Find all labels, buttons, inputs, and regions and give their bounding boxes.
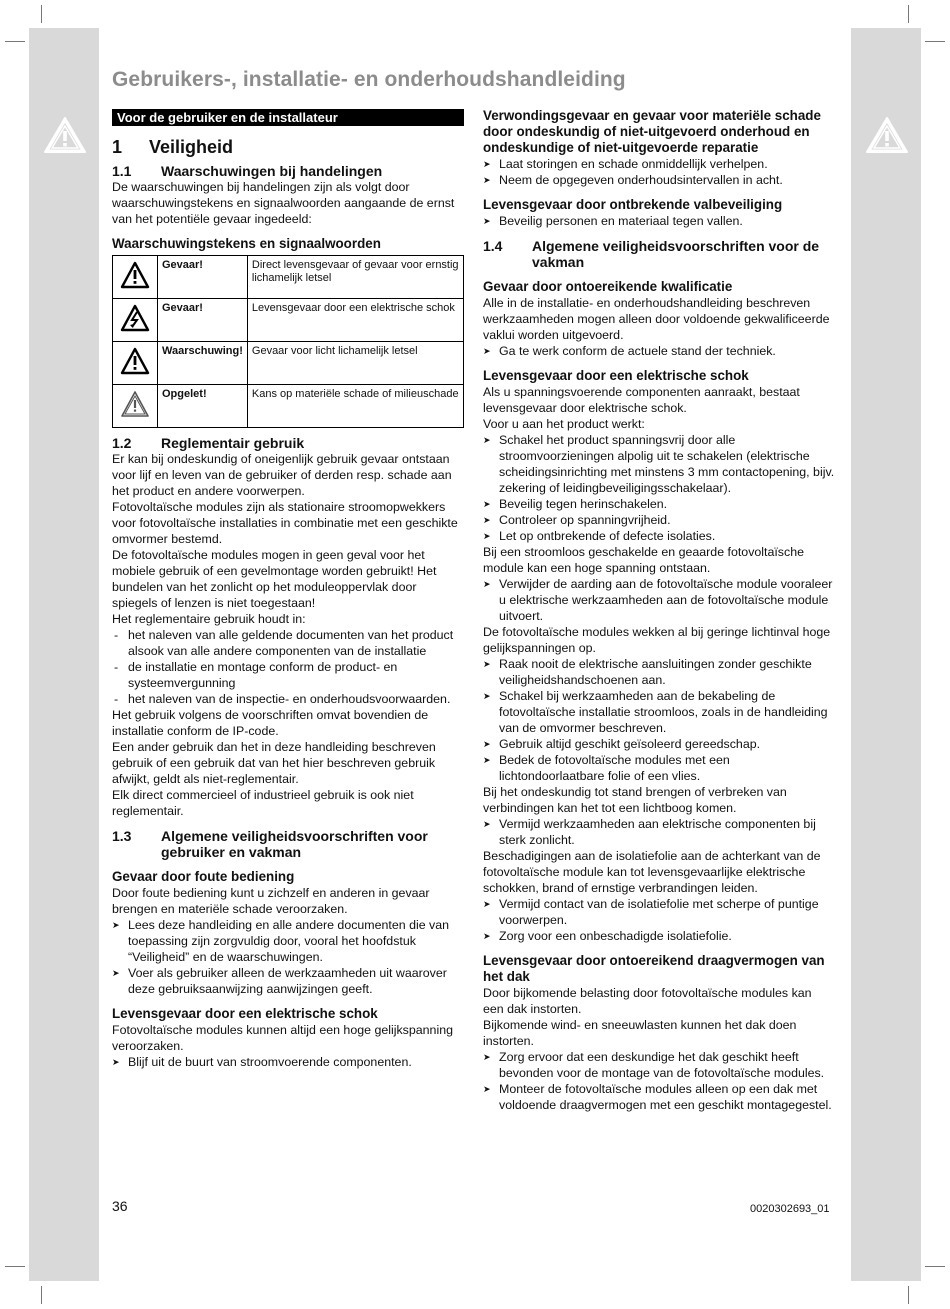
section-heading — [112, 136, 464, 158]
arrow-list — [483, 816, 835, 848]
crop-mark — [925, 41, 945, 42]
list-item: ➤ Monteer de fotovoltaïsche modules alleen op een dak met voldoende draagvermogen met een geschikt montagegestel. — [483, 1081, 835, 1113]
paragraph: Bijkomende wind- en sneeuwlasten kunnen het dak doen instorten. — [483, 1018, 797, 1048]
subsection-number: 1.3 — [112, 828, 132, 844]
paragraph: Bij het ondeskundig tot stand brengen of verbreken van verbindingen kan het tot een lichtboog komen. — [483, 785, 787, 815]
signal-word: Waarschuwing! — [158, 342, 248, 385]
topic-heading: Levensgevaar door ontoereikend draagvermogen van het dak — [483, 953, 825, 984]
paragraph: Alle in de installatie- en onderhoudshandleiding beschreven werkzaamheden mogen alleen door voldoende gekwalificeerde vaklui worden uitgevoerd. — [483, 296, 830, 342]
arrow-list — [112, 1054, 464, 1070]
warning-exclamation-icon — [120, 347, 150, 375]
document-code: 0020302693_01 — [750, 1203, 830, 1215]
electric-shock-icon — [120, 304, 150, 332]
paragraph: Er kan bij ondeskundig of oneigenlijk gebruik gevaar ontstaan voor lijf en leven van de gebruiker of derden resp. schade aan het product en andere voorwerpen. — [112, 452, 452, 498]
danger-exclamation-icon — [120, 261, 150, 289]
list-item: ➤ Lees deze handleiding en alle andere documenten die van toepassing zijn zorgvuldig door, vooral het hoofdstuk “Veiligheid” en de waarschuwingen. — [112, 917, 464, 965]
list-item: ➤ Voer als gebruiker alleen de werkzaamheden uit waarover deze gebruiksaanwijzing aanwijzingen geeft. — [112, 965, 464, 997]
section-title: Veiligheid — [149, 137, 234, 157]
list-item: ➤ Neem de opgegeven onderhoudsintervallen in acht. — [483, 172, 835, 188]
arrow-list — [483, 896, 835, 944]
list-item: ➤ Gebruik altijd geschikt geïsoleerd gereedschap. — [483, 736, 835, 752]
crop-mark — [908, 1286, 909, 1304]
dash-list — [112, 627, 464, 707]
arrow-list — [483, 432, 835, 544]
signal-word: Opgelet! — [158, 385, 248, 428]
warning-triangle-icon — [43, 116, 87, 154]
list-item: - de installatie en montage conform de product- en systeemvergunning — [112, 659, 464, 691]
list-item: ➤ Vermijd contact van de isolatiefolie met scherpe of puntige voorwerpen. — [483, 896, 835, 928]
crop-mark — [908, 5, 909, 23]
list-item: - het naleven van alle geldende documenten van het product alsook van alle andere componenten van de installatie — [112, 627, 464, 659]
document-title: Gebruikers-, installatie- en onderhoudshandleiding — [112, 68, 626, 91]
topic-heading: Levensgevaar door een elektrische schok — [483, 368, 749, 383]
paragraph: De waarschuwingen bij handelingen zijn als volgt door waarschuwingstekens en signaalwoorden aangaande de ernst van het potentiële gevaar ingedeeld: — [112, 180, 455, 226]
list-item: ➤ Ga te werk conform de actuele stand der techniek. — [483, 343, 835, 359]
list-item: ➤ Vermijd werkzaamheden aan elektrische componenten bij sterk zonlicht. — [483, 816, 835, 848]
paragraph: Het reglementaire gebruik houdt in: — [112, 612, 306, 626]
page-number: 36 — [112, 1198, 128, 1214]
subsection-number: 1.4 — [483, 238, 503, 254]
signal-description: Gevaar voor licht lichamelijk letsel — [247, 342, 463, 385]
paragraph: Bij een stroomloos geschakelde en geaarde fotovoltaïsche module kan een hoge spanning ontstaan. — [483, 545, 804, 575]
section-number: 1 — [112, 137, 123, 157]
topic-heading: Levensgevaar door ontbrekende valbeveiliging — [483, 197, 783, 212]
paragraph: Fotovoltaïsche modules kunnen altijd een hoge gelijkspanning veroorzaken. — [112, 1023, 453, 1053]
subsection-heading-1-2 — [112, 435, 464, 451]
paragraph: Een ander gebruik dan het in deze handleiding beschreven gebruik of een gebruik dat van het hier beschreven gebruik afwijkt, geldt als niet-reglementair. — [112, 740, 436, 786]
paragraph: Als u spanningsvoerende componenten aanraakt, bestaat levensgevaar door elektrische schok. — [483, 385, 800, 415]
right-margin-bar — [851, 28, 921, 1281]
table-cell-icon — [113, 299, 158, 342]
list-item: ➤ Bedek de fotovoltaïsche modules met een lichtondoorlaatbare folie of een vlies. — [483, 752, 835, 784]
paragraph: Door bijkomende belasting door fotovoltaïsche modules kan een dak instorten. — [483, 986, 812, 1016]
list-item: ➤ Schakel het product spanningsvrij door alle stroomvoorzieningen alpolig uit te schakelen (elektrische scheidingsinrichting met minstens 3 mm contactopening, bijv. zekering of leidingbeveiligingsschakelaar). — [483, 432, 835, 496]
list-item: ➤ Let op ontbrekende of defecte isolaties. — [483, 528, 835, 544]
signal-description: Levensgevaar door een elektrische schok — [247, 299, 463, 342]
left-column — [112, 108, 464, 1070]
subsection-title: Algemene veiligheidsvoorschriften voor gebruiker en vakman — [161, 828, 428, 860]
table-cell-icon — [113, 256, 158, 299]
list-item: ➤ Zorg voor een onbeschadigde isolatiefolie. — [483, 928, 835, 944]
subsection-title: Algemene veiligheidsvoorschriften voor de vakman — [532, 238, 820, 270]
subsection-number: 1.2 — [112, 435, 132, 451]
caution-outline-icon — [120, 390, 150, 418]
list-item: ➤ Schakel bij werkzaamheden aan de bekabeling de fotovoltaïsche installatie stroomloos, zoals in de handleiding van de omvormer beschreven. — [483, 688, 835, 736]
table-cell-icon — [113, 385, 158, 428]
arrow-list — [483, 656, 835, 784]
table-row — [113, 385, 464, 428]
list-item: ➤ Beveilig personen en materiaal tegen vallen. — [483, 213, 835, 229]
paragraph: Het gebruik volgens de voorschriften omvat bovendien de installatie conform de IP-code. — [112, 708, 429, 738]
topic-heading: Gevaar door ontoereikende kwalificatie — [483, 279, 733, 294]
list-item: ➤ Beveilig tegen herinschakelen. — [483, 496, 835, 512]
paragraph: Fotovoltaïsche modules zijn als stationaire stroomopwekkers voor fotovoltaïsche installaties in combinatie met een geschikte omvormer bestemd. — [112, 500, 458, 546]
table-row — [113, 256, 464, 299]
subsection-number: 1.1 — [112, 163, 132, 179]
arrow-list — [483, 213, 835, 229]
table-heading: Waarschuwingstekens en signaalwoorden — [112, 236, 381, 251]
subsection-heading-1-1 — [112, 163, 464, 179]
list-item: ➤ Laat storingen en schade onmiddellijk verhelpen. — [483, 156, 835, 172]
arrow-list — [483, 576, 835, 624]
signal-word: Gevaar! — [158, 299, 248, 342]
list-item: ➤ Controleer op spanningvrijheid. — [483, 512, 835, 528]
crop-mark — [925, 1266, 945, 1267]
warning-triangle-icon — [865, 116, 909, 154]
paragraph: Beschadigingen aan de isolatiefolie aan de achterkant van de fotovoltaïsche module kan tot levensgevaarlijke elektrische schokken, brand of ernstige verbrandingen leiden. — [483, 849, 821, 895]
table-row — [113, 342, 464, 385]
signal-description: Kans op materiële schade of milieuschade — [247, 385, 463, 428]
topic-heading: Gevaar door foute bediening — [112, 869, 295, 884]
subsection-heading-1-4 — [483, 238, 835, 270]
warning-signs-table — [112, 255, 464, 428]
topic-heading: Verwondingsgevaar en gevaar voor materiële schade door ondeskundig of niet-uitgevoerd onderhoud en ondeskundige of niet-uitgevoerde reparatie — [483, 108, 821, 155]
crop-mark — [5, 1266, 25, 1267]
list-item: - het naleven van de inspectie- en onderhoudsvoorwaarden. — [112, 691, 464, 707]
list-item: ➤ Zorg ervoor dat een deskundige het dak geschikt heeft bevonden voor de montage van de fotovoltaïsche modules. — [483, 1049, 835, 1081]
arrow-list — [112, 917, 464, 997]
arrow-list — [483, 343, 835, 359]
paragraph: De fotovoltaïsche modules wekken al bij geringe lichtinval hoge gelijkspanningen op. — [483, 625, 831, 655]
right-column — [483, 108, 835, 1113]
arrow-list — [483, 156, 835, 188]
signal-word: Gevaar! — [158, 256, 248, 299]
subsection-heading-1-3 — [112, 828, 464, 860]
left-margin-bar — [29, 28, 99, 1281]
crop-mark — [5, 41, 25, 42]
list-item: ➤ Verwijder de aarding aan de fotovoltaïsche module vooraleer u elektrische werkzaamheden aan de fotovoltaïsche module uitvoert. — [483, 576, 835, 624]
table-cell-icon — [113, 342, 158, 385]
subsection-title: Waarschuwingen bij handelingen — [161, 163, 383, 179]
signal-description: Direct levensgevaar of gevaar voor ernstig lichamelijk letsel — [247, 256, 463, 299]
crop-mark — [41, 1286, 42, 1304]
subsection-title: Reglementair gebruik — [161, 435, 305, 451]
paragraph: De fotovoltaïsche modules mogen in geen geval voor het mobiele gebruik of een gevelmontage worden gebruikt! Het bundelen van het zonlicht op het moduleoppervlak door spiegels of lenzen is niet toegestaan! — [112, 548, 437, 610]
arrow-list — [483, 1049, 835, 1113]
audience-band: Voor de gebruiker en de installateur — [112, 109, 464, 126]
list-item: ➤ Blijf uit de buurt van stroomvoerende componenten. — [112, 1054, 464, 1070]
paragraph: Door foute bediening kunt u zichzelf en anderen in gevaar brengen en materiële schade veroorzaken. — [112, 886, 430, 916]
crop-mark — [41, 5, 42, 23]
list-item: ➤ Raak nooit de elektrische aansluitingen zonder geschikte veiligheidshandschoenen aan. — [483, 656, 835, 688]
paragraph: Elk direct commercieel of industrieel gebruik is ook niet reglementair. — [112, 788, 414, 818]
topic-heading: Levensgevaar door een elektrische schok — [112, 1006, 378, 1021]
table-row — [113, 299, 464, 342]
paragraph: Voor u aan het product werkt: — [483, 417, 645, 431]
